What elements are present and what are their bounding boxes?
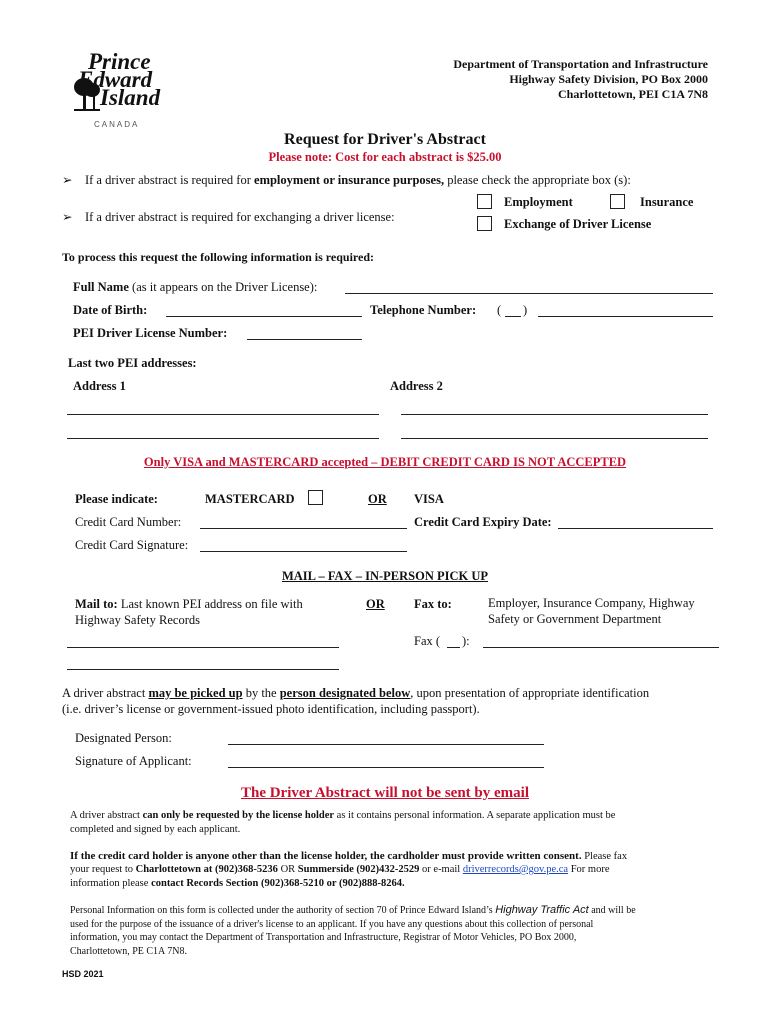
license-number-label: PEI Driver License Number: xyxy=(73,326,228,340)
cardholder-note-line-3: information please contact Records Section (902)368-5210 or (902)888-8264. xyxy=(70,878,405,889)
card-signature-label: Credit Card Signature: xyxy=(75,538,189,552)
fax-close-label: ): xyxy=(462,634,470,648)
form-code: HSD 2021 xyxy=(62,969,104,979)
process-heading: To process this request the following information is required: xyxy=(62,250,375,264)
exchange-checkbox[interactable] xyxy=(477,216,492,231)
telephone-input[interactable] xyxy=(538,316,713,317)
delivery-or-label: OR xyxy=(366,597,385,611)
address-2-label: Address 2 xyxy=(390,379,443,393)
card-or-label: OR xyxy=(368,492,387,506)
mail-to-line-2: Highway Safety Records xyxy=(75,613,200,627)
visa-label: VISA xyxy=(414,492,444,506)
fax-area-code-input[interactable] xyxy=(447,647,460,648)
full-name-label: Full Name (as it appears on the Driver License): xyxy=(73,280,318,294)
expiry-label: Credit Card Expiry Date: xyxy=(414,515,552,529)
department-header xyxy=(453,57,708,102)
delivery-heading: MAIL – FAX – IN-PERSON PICK UP xyxy=(281,569,489,583)
bullet-employment-insurance: ➢ If a driver abstract is required for employment or insurance purposes, please check the appropriate box (s): xyxy=(62,173,631,187)
area-code-input[interactable] xyxy=(505,316,521,317)
insurance-checkbox[interactable] xyxy=(610,194,625,209)
mastercard-checkbox[interactable] xyxy=(308,490,323,505)
address-1-line-1[interactable] xyxy=(67,414,379,415)
card-number-label: Credit Card Number: xyxy=(75,515,182,529)
cost-note: Please note: Cost for each abstract is $25.00 xyxy=(268,150,502,164)
fax-label: Fax ( xyxy=(414,634,441,648)
address-1-label: Address 1 xyxy=(73,379,126,393)
dept-line-3: Charlottetown, PEI C1A 7N8 xyxy=(558,87,708,101)
privacy-line-1: Personal Information on this form is collected under the authority of section 70 of Prince Edward Island’s Highway Traffic Act and will be xyxy=(70,904,636,916)
applicant-signature-input[interactable] xyxy=(228,767,544,768)
phone-paren-open: ( xyxy=(497,303,502,317)
logo-line-edward: Edward xyxy=(78,67,153,92)
arrow-bullet-icon: ➢ xyxy=(62,210,73,224)
license-number-input[interactable] xyxy=(247,339,362,340)
card-number-input[interactable] xyxy=(200,528,407,529)
dept-line-1: Department of Transportation and Infrastructure xyxy=(453,57,708,71)
phone-paren-close: ) xyxy=(523,303,528,317)
address-2-line-2[interactable] xyxy=(401,438,708,439)
page-title: Request for Driver's Abstract xyxy=(284,131,486,148)
cardholder-note-line-1: If the credit card holder is anyone other than the license holder, the cardholder must provide written consent. Please fax xyxy=(70,850,628,862)
please-indicate-label: Please indicate: xyxy=(75,492,158,506)
dob-label: Date of Birth: xyxy=(73,303,148,317)
address-2-line-1[interactable] xyxy=(401,414,708,415)
email-notice: The Driver Abstract will not be sent by email xyxy=(240,785,530,801)
dob-input[interactable] xyxy=(166,316,362,317)
fax-description-2: Safety or Government Department xyxy=(488,612,662,626)
privacy-line-4: Charlottetown, PE C1A 7N8. xyxy=(70,945,187,957)
logo-line-prince: Prince xyxy=(88,49,151,74)
full-name-input[interactable] xyxy=(345,293,713,294)
license-holder-note-line-1: A driver abstract can only be requested by the license holder as it contains personal information. A separate application must be xyxy=(70,810,616,821)
card-notice: Only VISA and MASTERCARD accepted – DEBIT CREDIT CARD IS NOT ACCEPTED xyxy=(143,455,627,469)
email-link[interactable]: driverrecords@gov.pe.ca xyxy=(462,864,569,875)
fax-number-input[interactable] xyxy=(483,647,719,648)
employment-checkbox[interactable] xyxy=(477,194,492,209)
addresses-heading: Last two PEI addresses: xyxy=(68,356,197,370)
cardholder-note-line-2: your request to Charlottetown at (902)368-5236 OR Summerside (902)432-2529 or e-mail driverrecords@gov.pe.ca For more xyxy=(70,864,610,875)
fax-to-label: Fax to: xyxy=(414,597,452,611)
address-1-line-2[interactable] xyxy=(67,438,379,439)
card-signature-input[interactable] xyxy=(200,551,407,552)
privacy-notice xyxy=(70,904,636,958)
logo-line-island: Island xyxy=(100,85,161,110)
applicant-signature-label: Signature of Applicant: xyxy=(75,754,192,768)
mail-address-line-2[interactable] xyxy=(67,669,339,670)
pei-logo xyxy=(72,49,172,132)
privacy-line-2: used for the purpose of the issuance of a driver's license to an applicant. If you have any questions about this collection of personal xyxy=(70,918,594,930)
designated-person-label: Designated Person: xyxy=(75,731,172,745)
license-holder-note-line-2: completed and signed by each applicant. xyxy=(70,824,241,835)
insurance-label: Insurance xyxy=(640,195,694,209)
bullet-exchange: ➢ If a driver abstract is required for exchanging a driver license: xyxy=(62,210,395,224)
fax-description-1: Employer, Insurance Company, Highway xyxy=(488,596,695,610)
employment-label: Employment xyxy=(504,195,573,209)
expiry-input[interactable] xyxy=(558,528,713,529)
telephone-label: Telephone Number: xyxy=(370,303,477,317)
arrow-bullet-icon: ➢ xyxy=(62,173,73,187)
logo-country: CANADA xyxy=(94,120,140,129)
privacy-line-3: information, you may contact the Department of Transportation and Infrastructure, Registrar of Motor Vehicles, PO Box 2000, xyxy=(70,932,577,943)
pickup-text-line-2: (i.e. driver’s license or government-issued photo identification, including passport). xyxy=(62,702,480,716)
dept-line-2: Highway Safety Division, PO Box 2000 xyxy=(509,72,708,86)
mail-address-line-1[interactable] xyxy=(67,647,339,648)
exchange-label: Exchange of Driver License xyxy=(504,217,652,231)
pickup-text-line-1: A driver abstract may be picked up by the person designated below, upon presentation of appropriate identification xyxy=(62,686,650,700)
mail-to-label: Mail to: Last known PEI address on file with xyxy=(75,597,303,611)
designated-person-input[interactable] xyxy=(228,744,544,745)
mastercard-label: MASTERCARD xyxy=(205,492,295,506)
